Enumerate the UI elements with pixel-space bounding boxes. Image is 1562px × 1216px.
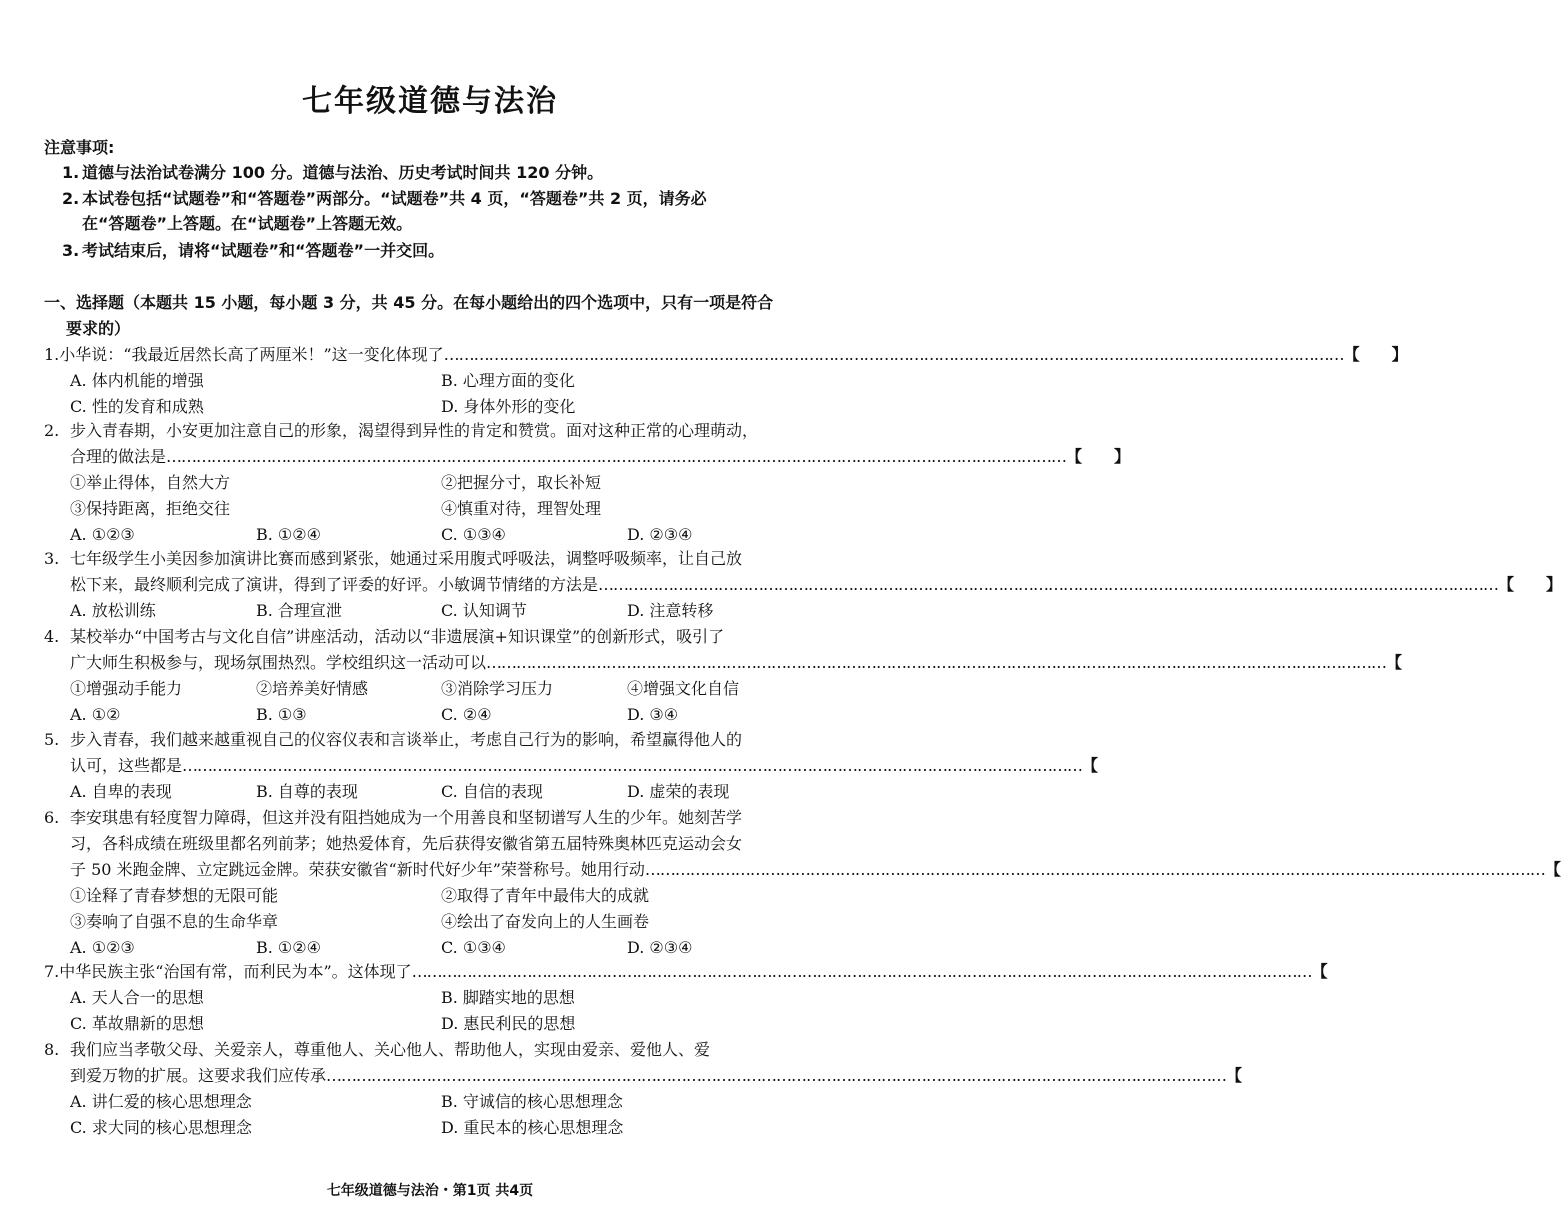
answer-bracket: 【 bbox=[1544, 860, 1561, 879]
answer-option[interactable]: D. 虚荣的表现 bbox=[627, 782, 730, 801]
question-number: 1. bbox=[44, 345, 60, 364]
question-6-stem-line bbox=[44, 805, 824, 831]
choice-statement: ④慎重对待，理智处理 bbox=[441, 499, 602, 518]
choice-statement: ①举止得体，自然大方 bbox=[70, 473, 231, 492]
page-title: 七年级道德与法治 bbox=[302, 84, 558, 119]
answer-bracket: 【 bbox=[1226, 1066, 1243, 1085]
choice-statement: ②取得了青年中最伟大的成就 bbox=[441, 886, 650, 905]
answer-bracket: 【 bbox=[1386, 653, 1403, 672]
question-number: 4. bbox=[44, 627, 60, 646]
question-number: 5. bbox=[44, 730, 60, 749]
answer-option[interactable]: D. ②③④ bbox=[627, 525, 693, 544]
notice-item-1: 1. 道德与法治试卷满分 100 分。道德与法治、历史考试时间共 120 分钟。 bbox=[62, 163, 604, 182]
question-text: 李安琪患有轻度智力障碍，但这并没有阻挡她成为一个用善良和坚韧谱写人生的少年。她刻苦学 bbox=[70, 808, 743, 827]
choice-statement: ②培养美好情感 bbox=[256, 679, 369, 698]
answer-bracket: 【 】 bbox=[1343, 345, 1408, 364]
notice-item-2: 2. 本试卷包括“试题卷”和“答题卷”两部分。“试题卷”共 4 页，“答题卷”共 2 页，请务必 在“答题卷”上答题。在“试题卷”上答题无效。 bbox=[62, 189, 707, 233]
question-1-stem-line bbox=[44, 342, 1408, 368]
question-text: 中华民族主张“治国有常，而利民为本”。这体现了 bbox=[59, 962, 412, 981]
answer-option[interactable]: A. 自卑的表现 bbox=[70, 782, 172, 801]
answer-option[interactable]: C. 自信的表现 bbox=[441, 782, 543, 801]
answer-bracket: 【 】 bbox=[1498, 575, 1562, 594]
answer-option[interactable]: C. ②④ bbox=[441, 705, 492, 724]
choice-statement: ④增强文化自信 bbox=[627, 679, 740, 698]
question-number: 2. bbox=[44, 421, 60, 440]
choice-statement: ④绘出了奋发向上的人生画卷 bbox=[441, 912, 650, 931]
choice-statement: ③保持距离，拒绝交往 bbox=[70, 499, 231, 518]
leader-dots: ……………………………………………………………………………………………………………………………………………………………… bbox=[182, 756, 1083, 775]
leader-dots: ……………………………………………………………………………………………………………………………………………………………… bbox=[598, 575, 1499, 594]
question-3-stem-line bbox=[70, 572, 1562, 598]
answer-option[interactable]: C. 革故鼎新的思想 bbox=[70, 1014, 204, 1033]
answer-option[interactable]: D. 重民本的核心思想理念 bbox=[441, 1118, 624, 1137]
question-2-stem-line bbox=[44, 418, 824, 444]
answer-option[interactable]: A. 讲仁爱的核心思想理念 bbox=[70, 1092, 252, 1111]
question-8-stem-line bbox=[70, 1063, 1243, 1089]
answer-option[interactable]: B. ①②④ bbox=[256, 525, 321, 544]
question-number: 3. bbox=[44, 549, 60, 568]
question-5-stem-line bbox=[70, 753, 1099, 779]
answer-option[interactable]: A. 放松训练 bbox=[70, 601, 156, 620]
question-number: 6. bbox=[44, 808, 60, 827]
answer-option[interactable]: A. ①②③ bbox=[70, 525, 135, 544]
question-text: 七年级学生小美因参加演讲比赛而感到紧张，她通过采用腹式呼吸法，调整呼吸频率，让自己放 bbox=[70, 549, 743, 568]
choice-statement: ②把握分寸，取长补短 bbox=[441, 473, 602, 492]
question-4-stem-line bbox=[44, 624, 824, 650]
question-text: 小华说：“我最近居然长高了两厘米！”这一变化体现了 bbox=[59, 345, 444, 364]
choice-statement: ①诠释了青春梦想的无限可能 bbox=[70, 886, 279, 905]
answer-option[interactable]: D. 惠民利民的思想 bbox=[441, 1014, 576, 1033]
leader-dots: ……………………………………………………………………………………………………………………………………………………………… bbox=[411, 962, 1312, 981]
question-text: 子 50 米跑金牌、立定跳远金牌。荣获安徽省“新时代好少年”荣誉称号。她用行动 bbox=[70, 860, 645, 879]
answer-option[interactable]: C. 求大同的核心思想理念 bbox=[70, 1118, 252, 1137]
question-number: 7. bbox=[44, 962, 60, 981]
question-5-stem-line bbox=[44, 727, 824, 753]
question-3-stem-line bbox=[44, 546, 824, 572]
answer-option[interactable]: B. 合理宣泄 bbox=[256, 601, 342, 620]
answer-option[interactable]: A. ①② bbox=[70, 705, 121, 724]
question-text: 习，各科成绩在班级里都名列前茅；她热爱体育，先后获得安徽省第五届特殊奥林匹克运动会女 bbox=[70, 834, 743, 853]
answer-option[interactable]: D. 注意转移 bbox=[627, 601, 714, 620]
notice-heading: 注意事项: bbox=[44, 138, 115, 157]
question-text: 步入青春期，小安更加注意自己的形象，渴望得到异性的肯定和赞赏。面对这种正常的心理萌动， bbox=[70, 421, 759, 440]
question-number: 8. bbox=[44, 1040, 60, 1059]
notice-item-3: 3. 考试结束后，请将“试题卷”和“答题卷”一并交回。 bbox=[62, 241, 445, 260]
page-footer: 七年级道德与法治・第1页 共4页 bbox=[326, 1183, 534, 1199]
answer-option[interactable]: C. 性的发育和成熟 bbox=[70, 397, 204, 416]
answer-option[interactable]: C. 认知调节 bbox=[441, 601, 527, 620]
answer-option[interactable]: B. 自尊的表现 bbox=[256, 782, 358, 801]
section-heading: 一、选择题（本题共 15 小题，每小题 3 分，共 45 分。在每小题给出的四个选项中，只有一项是符合 要求的） bbox=[44, 293, 774, 338]
question-text: 到爱万物的扩展。这要求我们应传承 bbox=[70, 1066, 327, 1085]
leader-dots: ……………………………………………………………………………………………………………………………………………………………… bbox=[486, 653, 1387, 672]
question-text: 步入青春，我们越来越重视自己的仪容仪表和言谈举止，考虑自己行为的影响，希望赢得他人的 bbox=[70, 730, 743, 749]
question-4-stem-line bbox=[70, 650, 1403, 676]
answer-option[interactable]: D. 身体外形的变化 bbox=[441, 397, 576, 416]
answer-option[interactable]: A. 天人合一的思想 bbox=[70, 988, 204, 1007]
answer-bracket: 【 】 bbox=[1066, 447, 1131, 466]
question-8-stem-line bbox=[44, 1037, 824, 1063]
answer-option[interactable]: D. ③④ bbox=[627, 705, 679, 724]
question-text: 某校举办“中国考古与文化自信”讲座活动，活动以“非遗展演+知识课堂”的创新形式，吸引了 bbox=[70, 627, 725, 646]
answer-option[interactable]: B. 脚踏实地的思想 bbox=[441, 988, 575, 1007]
answer-option[interactable]: B. ①②④ bbox=[256, 938, 321, 957]
answer-option[interactable]: C. ①③④ bbox=[441, 938, 506, 957]
question-6-stem-line bbox=[70, 831, 850, 857]
leader-dots: ……………………………………………………………………………………………………………………………………………………………… bbox=[644, 860, 1545, 879]
answer-option[interactable]: B. 心理方面的变化 bbox=[441, 371, 575, 390]
answer-option[interactable]: B. 守诚信的核心思想理念 bbox=[441, 1092, 623, 1111]
question-text: 广大师生积极参与，现场氛围热烈。学校组织这一活动可以 bbox=[70, 653, 487, 672]
answer-option[interactable]: C. ①③④ bbox=[441, 525, 506, 544]
question-text: 我们应当孝敬父母、关爱亲人，尊重他人、关心他人、帮助他人，实现由爱亲、爱他人、爱 bbox=[70, 1040, 711, 1059]
question-6-stem-line bbox=[70, 857, 1561, 883]
answer-option[interactable]: A. ①②③ bbox=[70, 938, 135, 957]
answer-option[interactable]: B. ①③ bbox=[256, 705, 307, 724]
question-2-stem-line bbox=[70, 444, 1131, 470]
question-text: 合理的做法是 bbox=[70, 447, 167, 466]
choice-statement: ③奏响了自强不息的生命华章 bbox=[70, 912, 279, 931]
question-text: 松下来，最终顺利完成了演讲，得到了评委的好评。小敏调节情绪的方法是 bbox=[70, 575, 599, 594]
answer-option[interactable]: D. ②③④ bbox=[627, 938, 693, 957]
leader-dots: ……………………………………………………………………………………………………………………………………………………………… bbox=[166, 447, 1067, 466]
answer-bracket: 【 bbox=[1082, 756, 1099, 775]
question-7-stem-line bbox=[44, 959, 1328, 985]
answer-bracket: 【 bbox=[1311, 962, 1328, 981]
choice-statement: ③消除学习压力 bbox=[441, 679, 554, 698]
leader-dots: ……………………………………………………………………………………………………………………………………………………………… bbox=[326, 1066, 1227, 1085]
answer-option[interactable]: A. 体内机能的增强 bbox=[70, 371, 204, 390]
question-text: 认可，这些都是 bbox=[70, 756, 183, 775]
leader-dots: ……………………………………………………………………………………………………………………………………………………………… bbox=[443, 345, 1344, 364]
choice-statement: ①增强动手能力 bbox=[70, 679, 183, 698]
